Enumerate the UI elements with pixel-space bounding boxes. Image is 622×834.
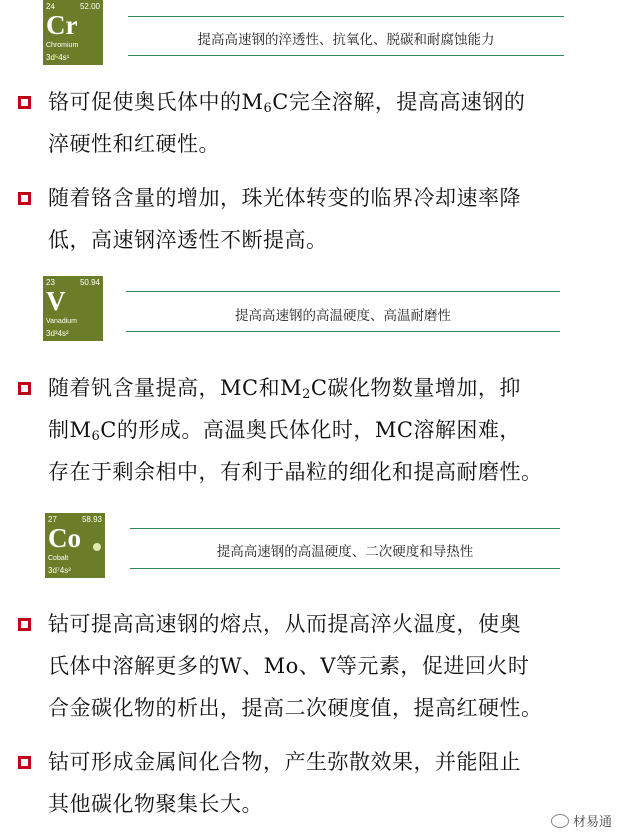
atomic-number: 27 xyxy=(48,515,57,524)
element-name: Cobalt xyxy=(48,555,69,562)
text-line: 存在于剩余相中，有利于晶粒的细化和提高耐磨性。 xyxy=(48,460,543,484)
element-name: Vanadium xyxy=(46,318,78,325)
banner-rule-top xyxy=(130,528,560,529)
element-tile-co xyxy=(45,513,105,578)
text-line: 钴可形成金属间化合物，产生弥散效果，并能阻止 xyxy=(48,750,521,774)
banner-rule-top xyxy=(126,291,560,292)
bullet-icon xyxy=(18,96,31,109)
atomic-mass: 58.93 xyxy=(81,515,102,524)
decorative-dot-icon xyxy=(93,543,101,551)
banner-rule-bottom xyxy=(128,55,564,56)
bullet-icon xyxy=(18,756,31,769)
text-line: 合金碳化物的析出，提高二次硬度值，提高红硬性。 xyxy=(48,696,543,720)
electron-config: 3d⁵4s¹ xyxy=(46,53,70,62)
text-line: 铬可促使奥氏体中的$M_6C$完全溶解，提高高速钢的 xyxy=(48,90,526,116)
banner-v: 提高高速钢的高温硬度、高温耐磨性 xyxy=(235,308,451,324)
text-line: 钴可提高高速钢的熔点，从而提高淬火温度，使奥 xyxy=(48,612,521,636)
element-name: Chromium xyxy=(46,42,79,49)
text-line: 其他碳化物聚集长大。 xyxy=(48,792,263,816)
atomic-mass: 50.94 xyxy=(79,278,100,287)
text-line: 氏体中溶解更多的W、Mo、V等元素，促进回火时 xyxy=(48,654,530,678)
text-line: 低，高速钢淬透性不断提高。 xyxy=(48,228,328,252)
text-line: 制$M_6C$的形成。高温奥氏体化时，MC溶解困难， xyxy=(48,418,521,444)
atomic-number: 23 xyxy=(46,278,55,287)
banner-rule-bottom xyxy=(126,331,560,332)
bullet-icon xyxy=(18,192,31,205)
banner-rule-bottom xyxy=(130,568,560,569)
watermark: 材易通 xyxy=(551,811,612,830)
element-symbol: Cr xyxy=(46,10,78,40)
element-symbol: Co xyxy=(48,523,81,553)
banner-co: 提高高速钢的高温硬度、二次硬度和导热性 xyxy=(216,544,474,560)
atomic-number: 24 xyxy=(46,2,55,11)
electron-config: 3d⁷4s² xyxy=(48,566,71,575)
text-line: 淬硬性和红硬性。 xyxy=(48,132,220,156)
element-tile-v xyxy=(43,276,103,341)
wechat-icon xyxy=(551,814,569,828)
bullet-icon xyxy=(18,382,31,395)
element-symbol: V xyxy=(46,286,66,316)
text-line: 随着钒含量提高，MC和$M_2C$碳化物数量增加，抑 xyxy=(48,376,521,402)
banner-cr: 提高高速钢的淬透性、抗氧化、脱碳和耐腐蚀能力 xyxy=(197,32,495,48)
bullet-icon xyxy=(18,618,31,631)
atomic-mass: 52.00 xyxy=(79,2,100,11)
element-tile-cr xyxy=(43,0,103,65)
text-line: 随着铬含量的增加，珠光体转变的临界冷却速率降 xyxy=(48,186,521,210)
electron-config: 3d³4s² xyxy=(46,329,69,338)
banner-rule-top xyxy=(128,16,564,17)
